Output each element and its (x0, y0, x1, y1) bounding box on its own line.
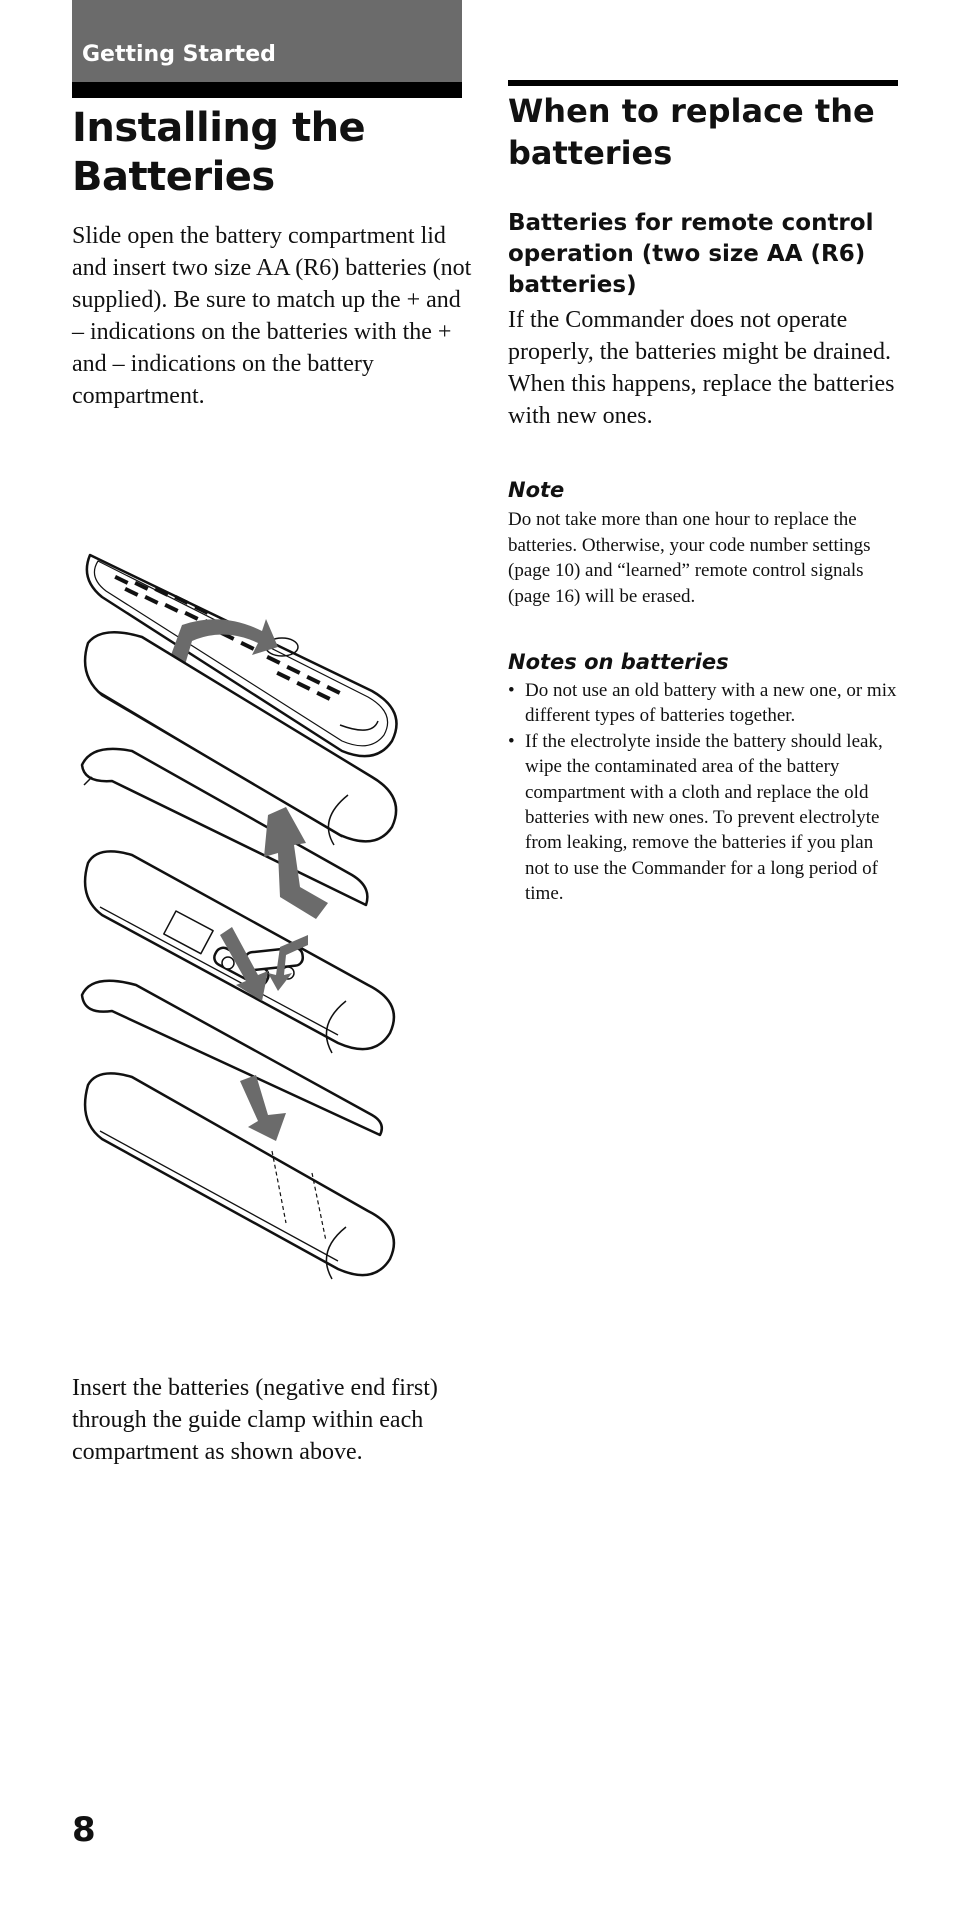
section-heading-line-1: When to replace the (508, 92, 875, 130)
page-title (72, 104, 462, 202)
subsection-heading-line-3: batteries) (508, 272, 637, 298)
note-paragraph: Do not take more than one hour to replace the batteries. Otherwise, your code number settings (page 10) and “learned” remote control signals (page 16) will be erased. (508, 509, 871, 607)
battery-installation-illustration (72, 515, 432, 1335)
list-item: • Do not use an old battery with a new one, or mix different types of batteries together. (508, 678, 898, 729)
intro-paragraph: Slide open the battery compartment lid and insert two size AA (R6) batteries (not supplied). Be sure to match up the + and – indications on the batteries with the + and – indications on the battery compartment. (72, 223, 472, 409)
subsection-heading-line-2: operation (two size AA (R6) (508, 241, 866, 267)
outro-paragraph: Insert the batteries (negative end first) through the guide clamp within each compartment as shown above. (72, 1375, 438, 1465)
section-heading (508, 90, 898, 174)
section-title: Getting Started (82, 42, 276, 67)
page-title-line-1: Installing the (72, 105, 366, 151)
note-heading: Note (508, 478, 565, 502)
page-title-line-2: Batteries (72, 154, 275, 200)
page-number: 8 (72, 1810, 96, 1850)
subsection-heading (508, 208, 898, 301)
notes-list (508, 678, 898, 907)
list-item: • If the electrolyte inside the battery should leak, wipe the contaminated area of the battery compartment with a cloth and replace the old batteries with new ones. To prevent electrolyte from leaking, remove the batteries if you plan not to use the Commander for a long period of time. (508, 729, 898, 907)
column-rule (508, 80, 898, 86)
subsection-paragraph: If the Commander does not operate properly, the batteries might be drained. When this happens, replace the batteries with new ones. (508, 307, 895, 429)
section-heading-line-2: batteries (508, 134, 673, 172)
notes-heading: Notes on batteries (508, 650, 729, 674)
section-tab (72, 0, 462, 82)
subsection-heading-line-1: Batteries for remote control (508, 210, 874, 236)
section-rule (72, 82, 462, 98)
